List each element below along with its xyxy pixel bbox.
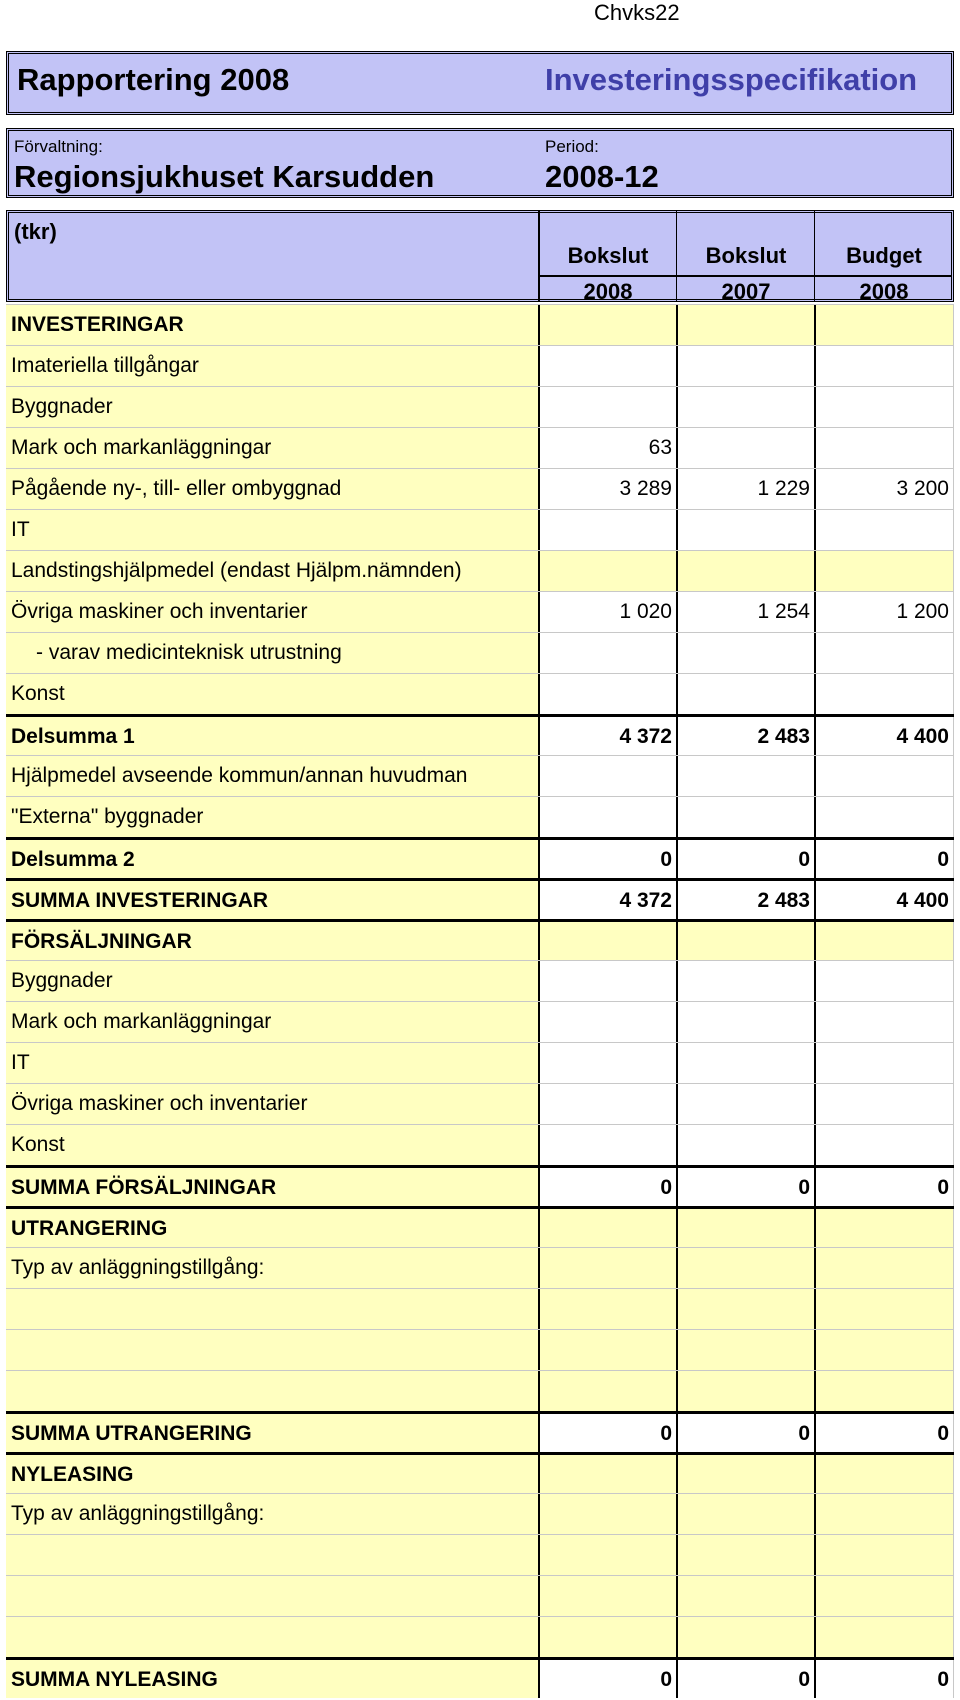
table-row — [6, 1534, 954, 1575]
value-budget-2008 — [814, 1084, 954, 1124]
value-budget-2008 — [814, 797, 954, 837]
value-bokslut-2008 — [538, 633, 676, 673]
value-bokslut-2008 — [538, 1371, 676, 1411]
value-bokslut-2008 — [538, 1494, 676, 1534]
table-row — [6, 1083, 954, 1124]
value-bokslut-2007 — [676, 1455, 814, 1493]
value-bokslut-2007: 0 — [676, 1168, 814, 1206]
table-row — [6, 919, 954, 960]
value-budget-2008 — [814, 1125, 954, 1165]
value-budget-2008 — [814, 922, 954, 960]
value-bokslut-2007 — [676, 674, 814, 714]
value-budget-2008 — [814, 1330, 954, 1370]
value-budget-2008 — [814, 1002, 954, 1042]
value-bokslut-2008 — [538, 1125, 676, 1165]
value-bokslut-2008: 4 372 — [538, 717, 676, 755]
value-budget-2008: 3 200 — [814, 469, 954, 509]
value-bokslut-2008: 0 — [538, 1168, 676, 1206]
table-row — [6, 1165, 954, 1206]
row-label: Hjälpmedel avseende kommun/annan huvudman — [6, 756, 538, 796]
row-label: SUMMA INVESTERINGAR — [6, 881, 538, 919]
value-bokslut-2007 — [676, 1494, 814, 1534]
col3-bottom: 2008 — [859, 279, 909, 304]
table-row — [6, 1370, 954, 1411]
row-label: INVESTERINGAR — [6, 305, 538, 345]
value-bokslut-2007: 0 — [676, 840, 814, 878]
table-row — [6, 468, 954, 509]
value-bokslut-2007 — [676, 1209, 814, 1247]
col1-top: Bokslut — [567, 243, 649, 268]
value-bokslut-2008 — [538, 961, 676, 1001]
value-bokslut-2007 — [676, 387, 814, 427]
value-bokslut-2008 — [538, 305, 676, 345]
value-budget-2008 — [814, 305, 954, 345]
document-code: Chvks22 — [594, 0, 680, 25]
value-bokslut-2008: 1 020 — [538, 592, 676, 632]
value-bokslut-2008 — [538, 346, 676, 386]
value-bokslut-2007 — [676, 633, 814, 673]
table-row — [6, 1411, 954, 1452]
value-budget-2008: 1 200 — [814, 592, 954, 632]
row-label — [6, 1576, 538, 1616]
value-budget-2008 — [814, 756, 954, 796]
value-budget-2008: 0 — [814, 1660, 954, 1698]
value-bokslut-2007: 0 — [676, 1414, 814, 1452]
value-bokslut-2008 — [538, 1248, 676, 1288]
value-budget-2008 — [814, 1209, 954, 1247]
value-bokslut-2007 — [676, 1002, 814, 1042]
value-bokslut-2007: 2 483 — [676, 881, 814, 919]
table-row — [6, 591, 954, 632]
table-row — [6, 673, 954, 714]
row-label: SUMMA FÖRSÄLJNINGAR — [6, 1168, 538, 1206]
col1-bottom: 2008 — [583, 279, 633, 304]
value-bokslut-2007 — [676, 1289, 814, 1329]
col2-bottom: 2007 — [721, 279, 771, 304]
value-bokslut-2008 — [538, 1617, 676, 1657]
table-row — [6, 837, 954, 878]
table-row — [6, 1452, 954, 1493]
value-bokslut-2008: 63 — [538, 428, 676, 468]
table-row — [6, 427, 954, 468]
value-bokslut-2008 — [538, 1535, 676, 1575]
report-subtitle: Investeringsspecifikation — [545, 62, 918, 97]
table-row — [6, 1247, 954, 1288]
value-bokslut-2008: 4 372 — [538, 881, 676, 919]
value-bokslut-2008 — [538, 551, 676, 591]
value-bokslut-2008: 0 — [538, 1660, 676, 1698]
row-label — [6, 1330, 538, 1370]
table-row — [6, 550, 954, 591]
value-budget-2008 — [814, 1043, 954, 1083]
value-bokslut-2007: 1 254 — [676, 592, 814, 632]
value-bokslut-2007 — [676, 1371, 814, 1411]
period-value: 2008-12 — [545, 159, 659, 194]
row-label: Delsumma 2 — [6, 840, 538, 878]
table-row — [6, 1329, 954, 1370]
row-label: Byggnader — [6, 961, 538, 1001]
value-bokslut-2007 — [676, 756, 814, 796]
row-label: Imateriella tillgångar — [6, 346, 538, 386]
table-row — [6, 1616, 954, 1657]
row-label: Typ av anläggningstillgång: — [6, 1494, 538, 1534]
value-bokslut-2007 — [676, 346, 814, 386]
row-label: Övriga maskiner och inventarier — [6, 1084, 538, 1124]
value-bokslut-2007 — [676, 510, 814, 550]
value-budget-2008 — [814, 387, 954, 427]
value-budget-2008 — [814, 1455, 954, 1493]
value-budget-2008 — [814, 674, 954, 714]
value-bokslut-2007: 1 229 — [676, 469, 814, 509]
value-bokslut-2008 — [538, 1209, 676, 1247]
value-bokslut-2008 — [538, 922, 676, 960]
row-label: NYLEASING — [6, 1455, 538, 1493]
value-budget-2008 — [814, 1289, 954, 1329]
org-period-bar — [6, 128, 954, 198]
value-bokslut-2007 — [676, 1617, 814, 1657]
value-bokslut-2008 — [538, 797, 676, 837]
row-label: SUMMA UTRANGERING — [6, 1414, 538, 1452]
report-title: Rapportering 2008 — [17, 62, 290, 97]
table-row — [6, 714, 954, 755]
value-budget-2008 — [814, 551, 954, 591]
value-bokslut-2008 — [538, 674, 676, 714]
value-bokslut-2008 — [538, 1043, 676, 1083]
value-budget-2008: 0 — [814, 1168, 954, 1206]
row-label — [6, 1535, 538, 1575]
table-row — [6, 1206, 954, 1247]
row-label — [6, 1617, 538, 1657]
row-label: IT — [6, 1043, 538, 1083]
value-bokslut-2007 — [676, 1043, 814, 1083]
value-bokslut-2007 — [676, 922, 814, 960]
value-bokslut-2007 — [676, 797, 814, 837]
table-row — [6, 1001, 954, 1042]
value-bokslut-2008 — [538, 1289, 676, 1329]
value-budget-2008 — [814, 428, 954, 468]
value-bokslut-2007 — [676, 551, 814, 591]
row-label: FÖRSÄLJNINGAR — [6, 922, 538, 960]
value-budget-2008: 0 — [814, 1414, 954, 1452]
value-budget-2008 — [814, 346, 954, 386]
report-title-bar — [6, 51, 954, 115]
table-row — [6, 1288, 954, 1329]
table-row — [6, 632, 954, 673]
table-row — [6, 960, 954, 1001]
col3-top: Budget — [846, 243, 922, 268]
value-budget-2008: 4 400 — [814, 881, 954, 919]
row-label: - varav medicinteknisk utrustning — [6, 633, 538, 673]
table-row — [6, 878, 954, 919]
row-label: UTRANGERING — [6, 1209, 538, 1247]
value-bokslut-2007 — [676, 428, 814, 468]
value-bokslut-2007 — [676, 1535, 814, 1575]
value-bokslut-2007 — [676, 1330, 814, 1370]
table-row — [6, 345, 954, 386]
value-budget-2008: 0 — [814, 840, 954, 878]
value-budget-2008 — [814, 1248, 954, 1288]
value-budget-2008 — [814, 961, 954, 1001]
value-bokslut-2008 — [538, 510, 676, 550]
value-budget-2008 — [814, 1494, 954, 1534]
value-bokslut-2008 — [538, 387, 676, 427]
table-row — [6, 509, 954, 550]
value-budget-2008: 4 400 — [814, 717, 954, 755]
value-budget-2008 — [814, 510, 954, 550]
value-bokslut-2008: 0 — [538, 840, 676, 878]
row-label: Byggnader — [6, 387, 538, 427]
table-row — [6, 386, 954, 427]
period-label: Period: — [545, 137, 599, 156]
row-label: Mark och markanläggningar — [6, 428, 538, 468]
value-bokslut-2008 — [538, 1002, 676, 1042]
value-budget-2008 — [814, 1535, 954, 1575]
forvaltning-label: Förvaltning: — [14, 137, 103, 156]
row-label: Övriga maskiner och inventarier — [6, 592, 538, 632]
table-row — [6, 796, 954, 837]
value-budget-2008 — [814, 633, 954, 673]
value-bokslut-2008 — [538, 1455, 676, 1493]
table-row — [6, 755, 954, 796]
value-bokslut-2008 — [538, 756, 676, 796]
forvaltning-value: Regionsjukhuset Karsudden — [14, 159, 435, 194]
value-bokslut-2008 — [538, 1330, 676, 1370]
row-label: Pågående ny-, till- eller ombyggnad — [6, 469, 538, 509]
row-label: Delsumma 1 — [6, 717, 538, 755]
value-bokslut-2007 — [676, 961, 814, 1001]
value-bokslut-2008: 0 — [538, 1414, 676, 1452]
table-row — [6, 1493, 954, 1534]
value-bokslut-2008 — [538, 1576, 676, 1616]
value-bokslut-2007: 2 483 — [676, 717, 814, 755]
row-label: SUMMA NYLEASING — [6, 1660, 538, 1698]
row-label — [6, 1289, 538, 1329]
row-label: Landstingshjälpmedel (endast Hjälpm.nämnden) — [6, 551, 538, 591]
unit-label: (tkr) — [14, 219, 57, 244]
value-bokslut-2007 — [676, 305, 814, 345]
row-label: Konst — [6, 674, 538, 714]
row-label — [6, 1371, 538, 1411]
col2-top: Bokslut — [705, 243, 787, 268]
value-bokslut-2007 — [676, 1084, 814, 1124]
value-bokslut-2008 — [538, 1084, 676, 1124]
row-label: "Externa" byggnader — [6, 797, 538, 837]
column-header-bar — [6, 210, 954, 302]
table-row — [6, 304, 954, 345]
table-row — [6, 1575, 954, 1616]
value-bokslut-2008: 3 289 — [538, 469, 676, 509]
row-label: Mark och markanläggningar — [6, 1002, 538, 1042]
table-row — [6, 1657, 954, 1698]
value-bokslut-2007 — [676, 1248, 814, 1288]
value-budget-2008 — [814, 1576, 954, 1616]
value-bokslut-2007: 0 — [676, 1660, 814, 1698]
value-bokslut-2007 — [676, 1125, 814, 1165]
row-label: Konst — [6, 1125, 538, 1165]
row-label: Typ av anläggningstillgång: — [6, 1248, 538, 1288]
table-row — [6, 1042, 954, 1083]
value-bokslut-2007 — [676, 1576, 814, 1616]
value-budget-2008 — [814, 1617, 954, 1657]
row-label: IT — [6, 510, 538, 550]
table-row — [6, 1124, 954, 1165]
value-budget-2008 — [814, 1371, 954, 1411]
investment-table — [6, 304, 954, 1698]
